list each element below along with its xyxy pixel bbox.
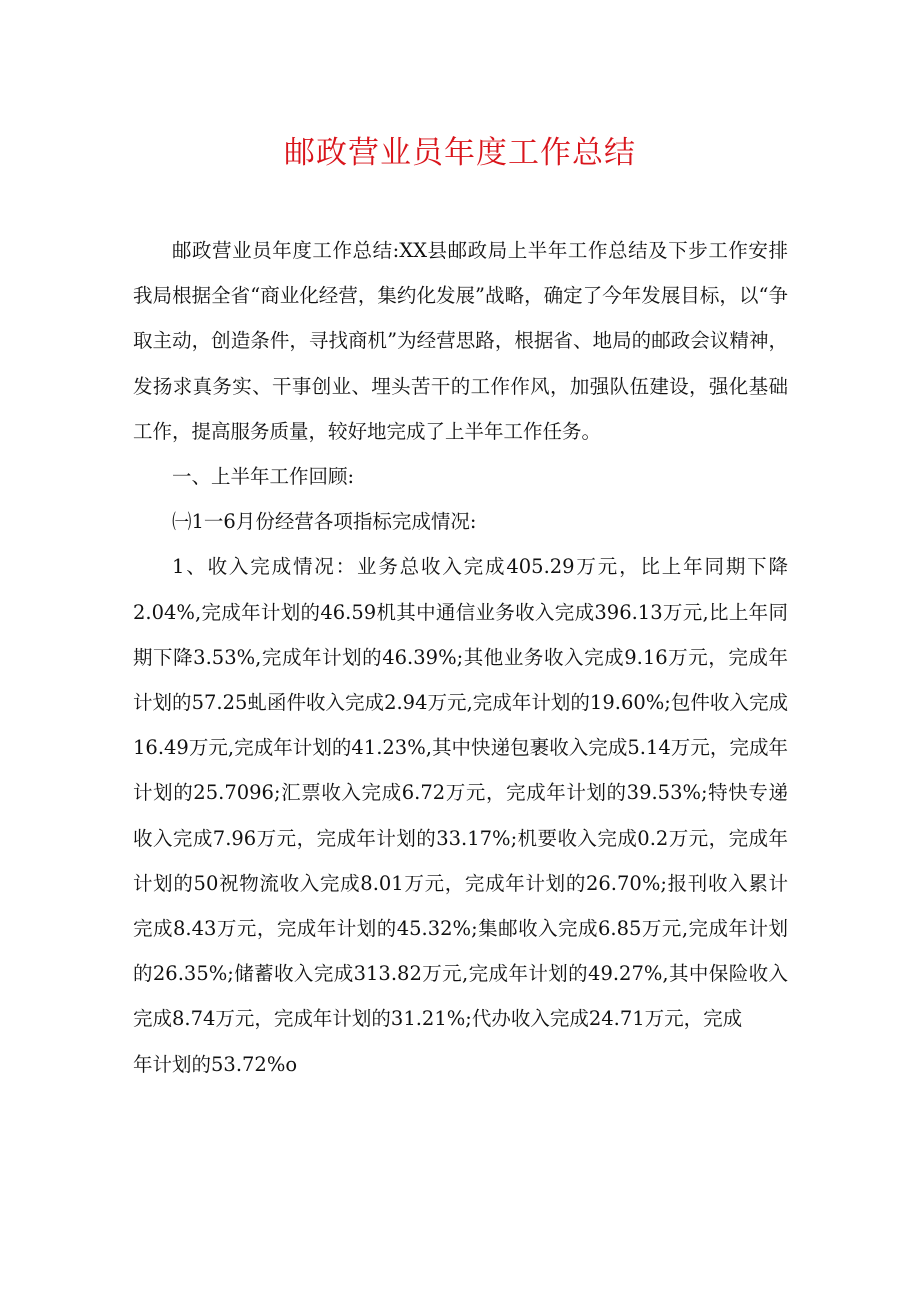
subsection-heading: ㈠1一6月份经营各项指标完成情况:: [172, 510, 477, 534]
section-heading: 一、上半年工作回顾:: [172, 465, 355, 489]
document-title: 邮政营业员年度工作总结: [284, 135, 636, 171]
paragraph-continuation: 年计划的53.72%o: [133, 1052, 298, 1076]
document-body: [133, 228, 788, 1087]
paragraph-intro: 邮政营业员年度工作总结:XX县邮政局上半年工作总结及下步工作安排我局根据全省“商业化经营，集约化发展”战略，确定了今年发展目标，以“争取主动，创造条件，寻找商机”为经营思路，根据省、地局的邮政会议精神，发扬求真务实、干事创业、埋头苦干的工作作风，加强队伍建设，强化基础工作，提高服务质量，较好地完成了上半年工作任务。: [133, 239, 788, 443]
paragraph-income: 1、收入完成情况：业务总收入完成405.29万元，比上年同期下降2.04%,完成年计划的46.59机其中通信业务收入完成396.13万元,比上年同期下降3.53%,完成年计划的46.39%;其他业务收入完成9.16万元，完成年计划的57.25虬函件收入完成2.94万元,完成年计划的19.60%;包件收入完成16.49万元,完成年计划的41.23%,其中快递包裹收入完成5.14万元，完成年计划的25.7096;汇票收入完成6.72万元，完成年计划的39.53%;特快专递收入完成7.96万元，完成年计划的33.17%;机要收入完成0.2万元，完成年计划的50祝物流收入完成8.01万元，完成年计划的26.70%;报刊收入累计完成8.43万元，完成年计划的45.32%;集邮收入完成6.85万元,完成年计划的26.35%;储蓄收入完成313.82万元,完成年计划的49.27%,其中保险收入完成8.74万元，完成年计划的31.21%;代办收入完成24.71万元，完成: [133, 555, 788, 1031]
